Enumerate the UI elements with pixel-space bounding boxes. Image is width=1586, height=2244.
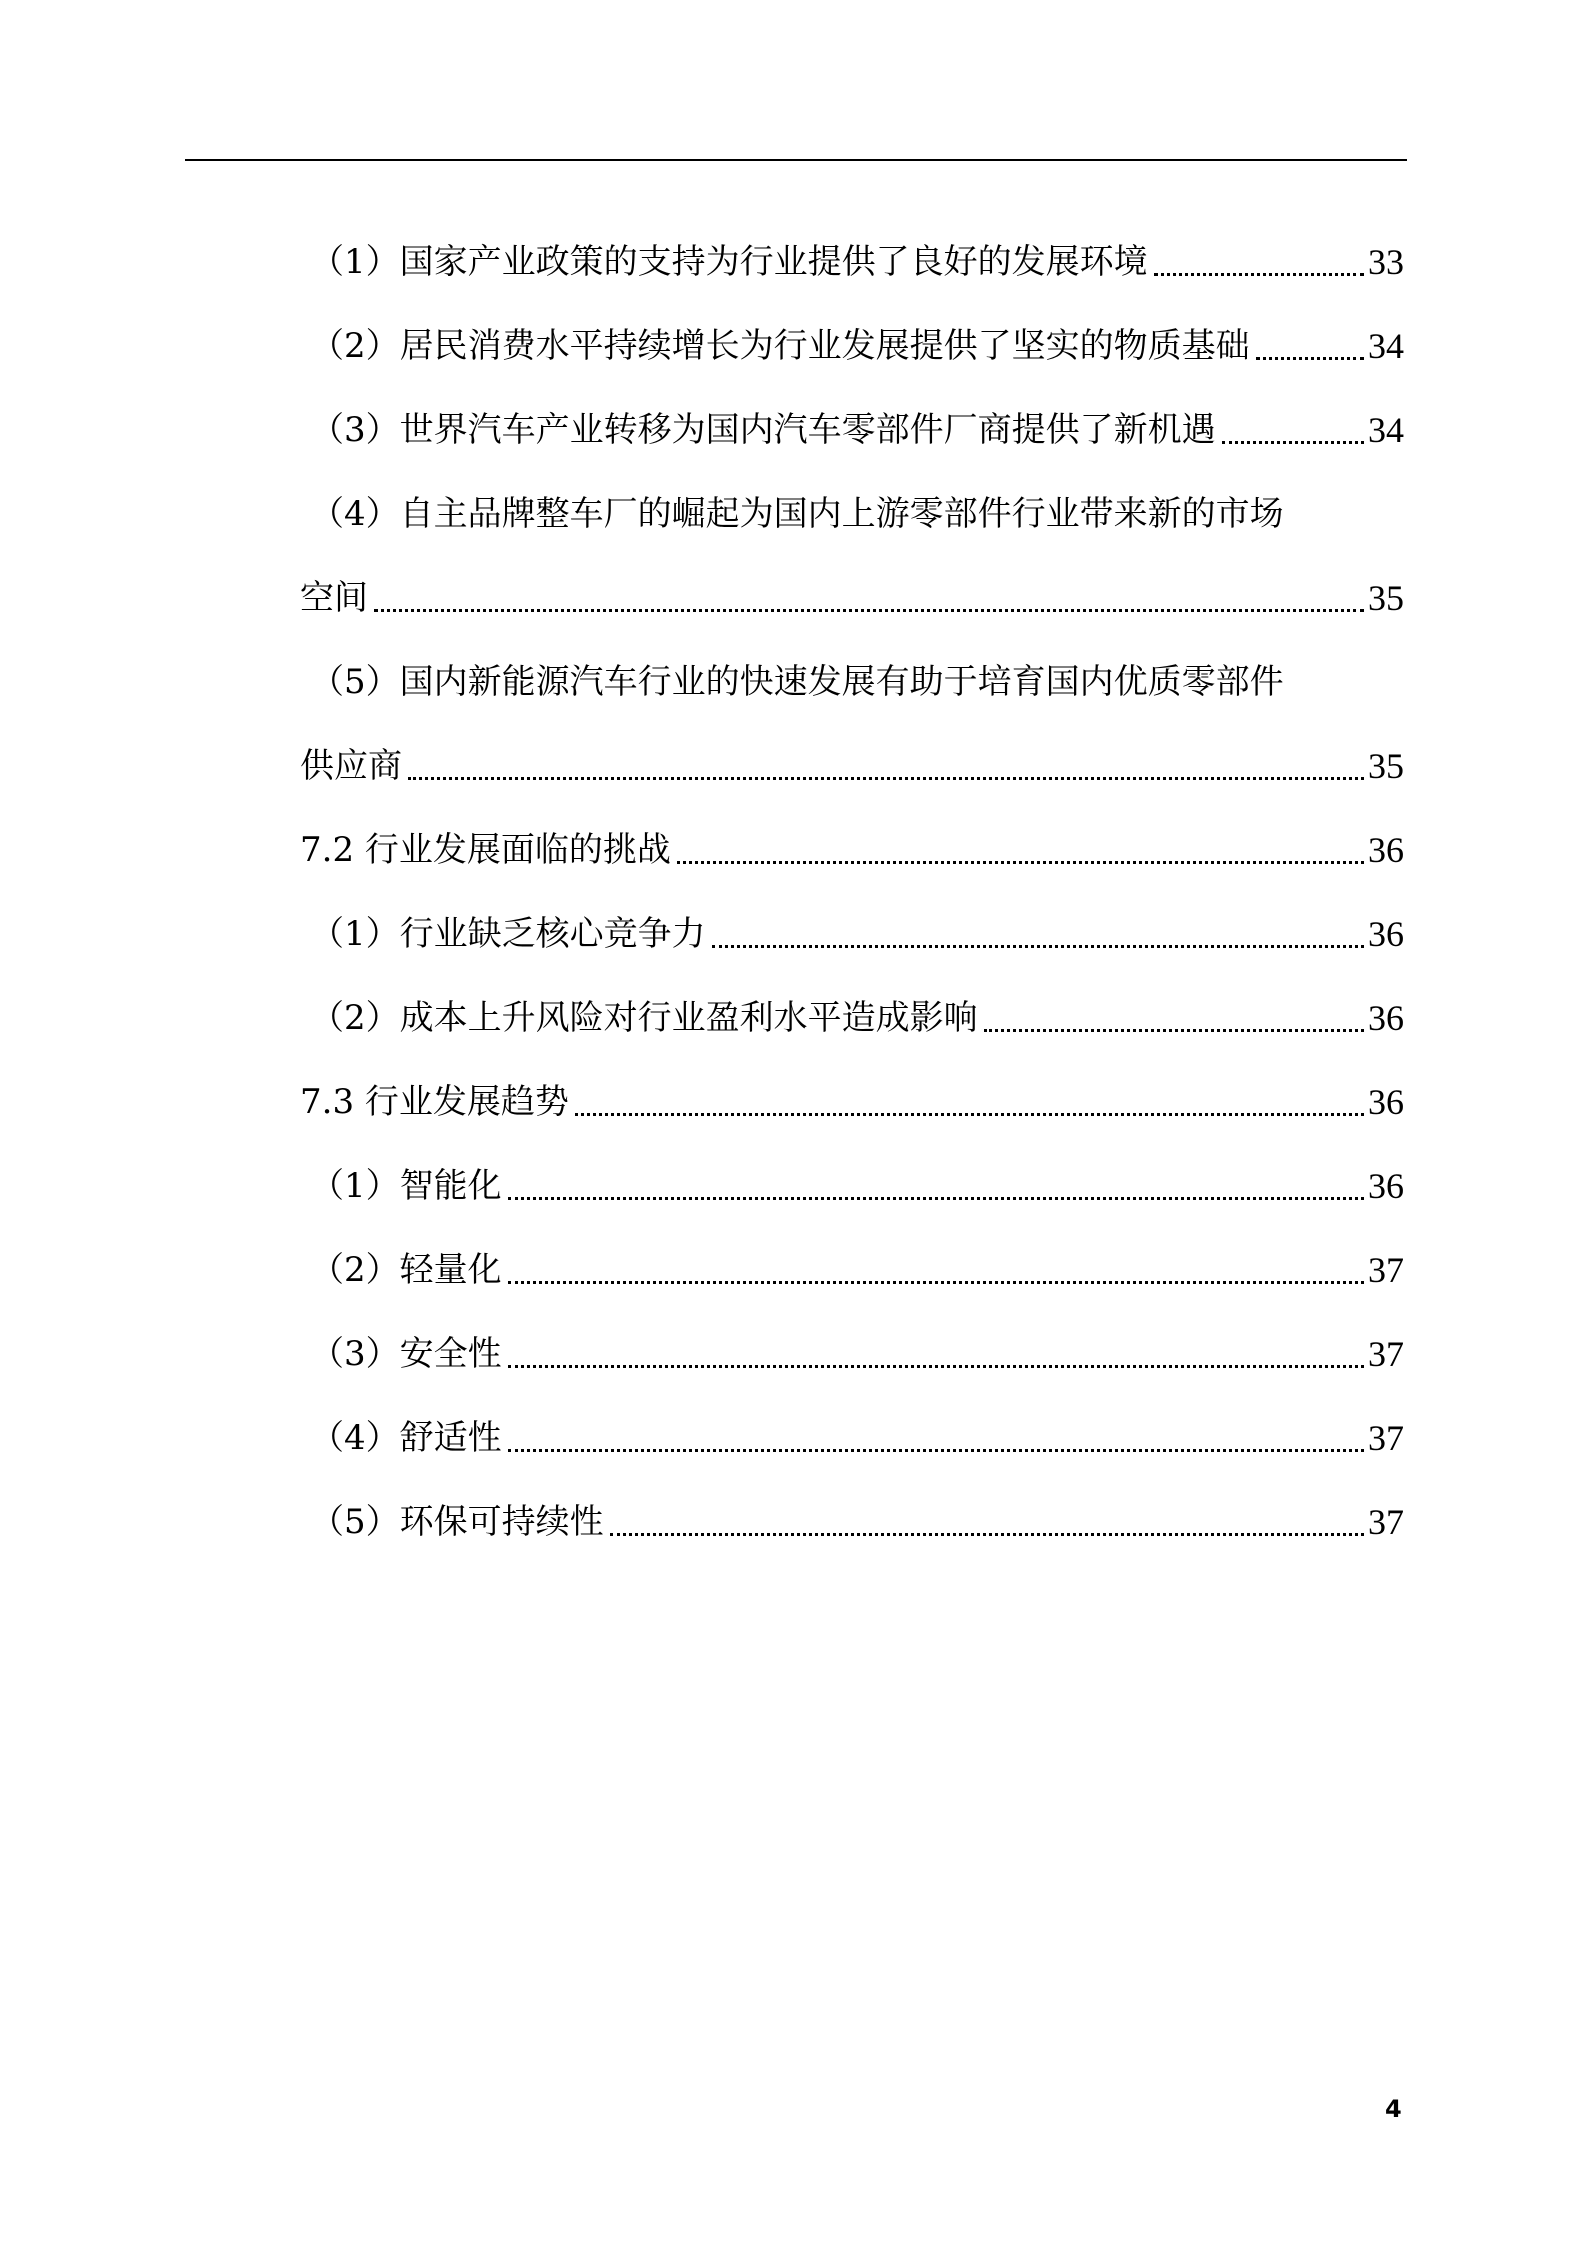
toc-entry[interactable] <box>300 304 1404 388</box>
toc-leader <box>1154 273 1364 276</box>
toc-leader <box>508 1281 1364 1284</box>
toc-section-entry[interactable] <box>300 808 1404 892</box>
toc-leader <box>575 1113 1364 1116</box>
toc-entry-title: （1）国家产业政策的支持为行业提供了良好的发展环境 <box>310 242 1148 282</box>
toc-entry-title: （2）成本上升风险对行业盈利水平造成影响 <box>310 998 978 1038</box>
toc-leader <box>1222 441 1364 444</box>
toc-entry-title: 空间 <box>300 578 368 618</box>
toc-entry-page: 37 <box>1368 1418 1404 1458</box>
toc-entry-page: 37 <box>1368 1250 1404 1290</box>
toc-entry-wrapped-start[interactable] <box>300 640 1404 724</box>
toc-entry-page: 37 <box>1368 1334 1404 1374</box>
toc-leader <box>712 945 1364 948</box>
toc-entry[interactable] <box>300 388 1404 472</box>
toc-entry-title: （2）居民消费水平持续增长为行业发展提供了坚实的物质基础 <box>310 326 1250 366</box>
toc-leader <box>984 1029 1364 1032</box>
toc-leader <box>374 609 1364 612</box>
toc-entry-page: 35 <box>1368 578 1404 618</box>
toc-entry[interactable] <box>300 1312 1404 1396</box>
toc-entry-title: （4）舒适性 <box>310 1418 502 1458</box>
toc-entry[interactable] <box>300 1396 1404 1480</box>
toc-entry-title: （2）轻量化 <box>310 1250 502 1290</box>
toc-entry-wrapped-end[interactable] <box>300 556 1404 640</box>
toc-entry[interactable] <box>300 1228 1404 1312</box>
toc-entry-page: 34 <box>1368 326 1404 366</box>
toc-leader <box>610 1533 1364 1536</box>
toc-entry-page: 37 <box>1368 1502 1404 1542</box>
toc-leader <box>508 1449 1364 1452</box>
toc-entry[interactable] <box>300 1480 1404 1564</box>
toc-entry-page: 33 <box>1368 242 1404 282</box>
toc-leader <box>408 777 1364 780</box>
toc-leader <box>677 861 1364 864</box>
toc-entry-wrapped-start[interactable] <box>300 472 1404 556</box>
toc-entry[interactable] <box>300 220 1404 304</box>
toc-entry-title: 7.3 行业发展趋势 <box>300 1082 569 1122</box>
toc-entry-title: 供应商 <box>300 746 402 786</box>
toc-entry-title: 7.2 行业发展面临的挑战 <box>300 830 671 870</box>
toc-entry[interactable] <box>300 976 1404 1060</box>
toc-entry-title: （5）国内新能源汽车行业的快速发展有助于培育国内优质零部件 <box>310 662 1284 702</box>
toc-leader <box>508 1365 1364 1368</box>
toc-entry-title: （1）智能化 <box>310 1166 502 1206</box>
toc-entry[interactable] <box>300 1144 1404 1228</box>
toc-entry-page: 36 <box>1368 830 1404 870</box>
toc-section-entry[interactable] <box>300 1060 1404 1144</box>
table-of-contents <box>300 220 1404 1564</box>
toc-entry[interactable] <box>300 892 1404 976</box>
toc-entry-page: 36 <box>1368 998 1404 1038</box>
toc-entry-title: （3）安全性 <box>310 1334 502 1374</box>
toc-entry-title: （1）行业缺乏核心竞争力 <box>310 914 706 954</box>
toc-entry-title: （5）环保可持续性 <box>310 1502 604 1542</box>
toc-entry-page: 35 <box>1368 746 1404 786</box>
toc-entry-page: 36 <box>1368 1166 1404 1206</box>
toc-leader <box>1256 357 1364 360</box>
toc-entry-wrapped-end[interactable] <box>300 724 1404 808</box>
toc-entry-page: 34 <box>1368 410 1404 450</box>
header-rule <box>185 159 1407 161</box>
toc-entry-title: （4）自主品牌整车厂的崛起为国内上游零部件行业带来新的市场 <box>310 494 1284 534</box>
toc-entry-page: 36 <box>1368 1082 1404 1122</box>
page-number: 4 <box>1385 2095 1402 2123</box>
toc-leader <box>508 1197 1364 1200</box>
toc-entry-title: （3）世界汽车产业转移为国内汽车零部件厂商提供了新机遇 <box>310 410 1216 450</box>
toc-entry-page: 36 <box>1368 914 1404 954</box>
